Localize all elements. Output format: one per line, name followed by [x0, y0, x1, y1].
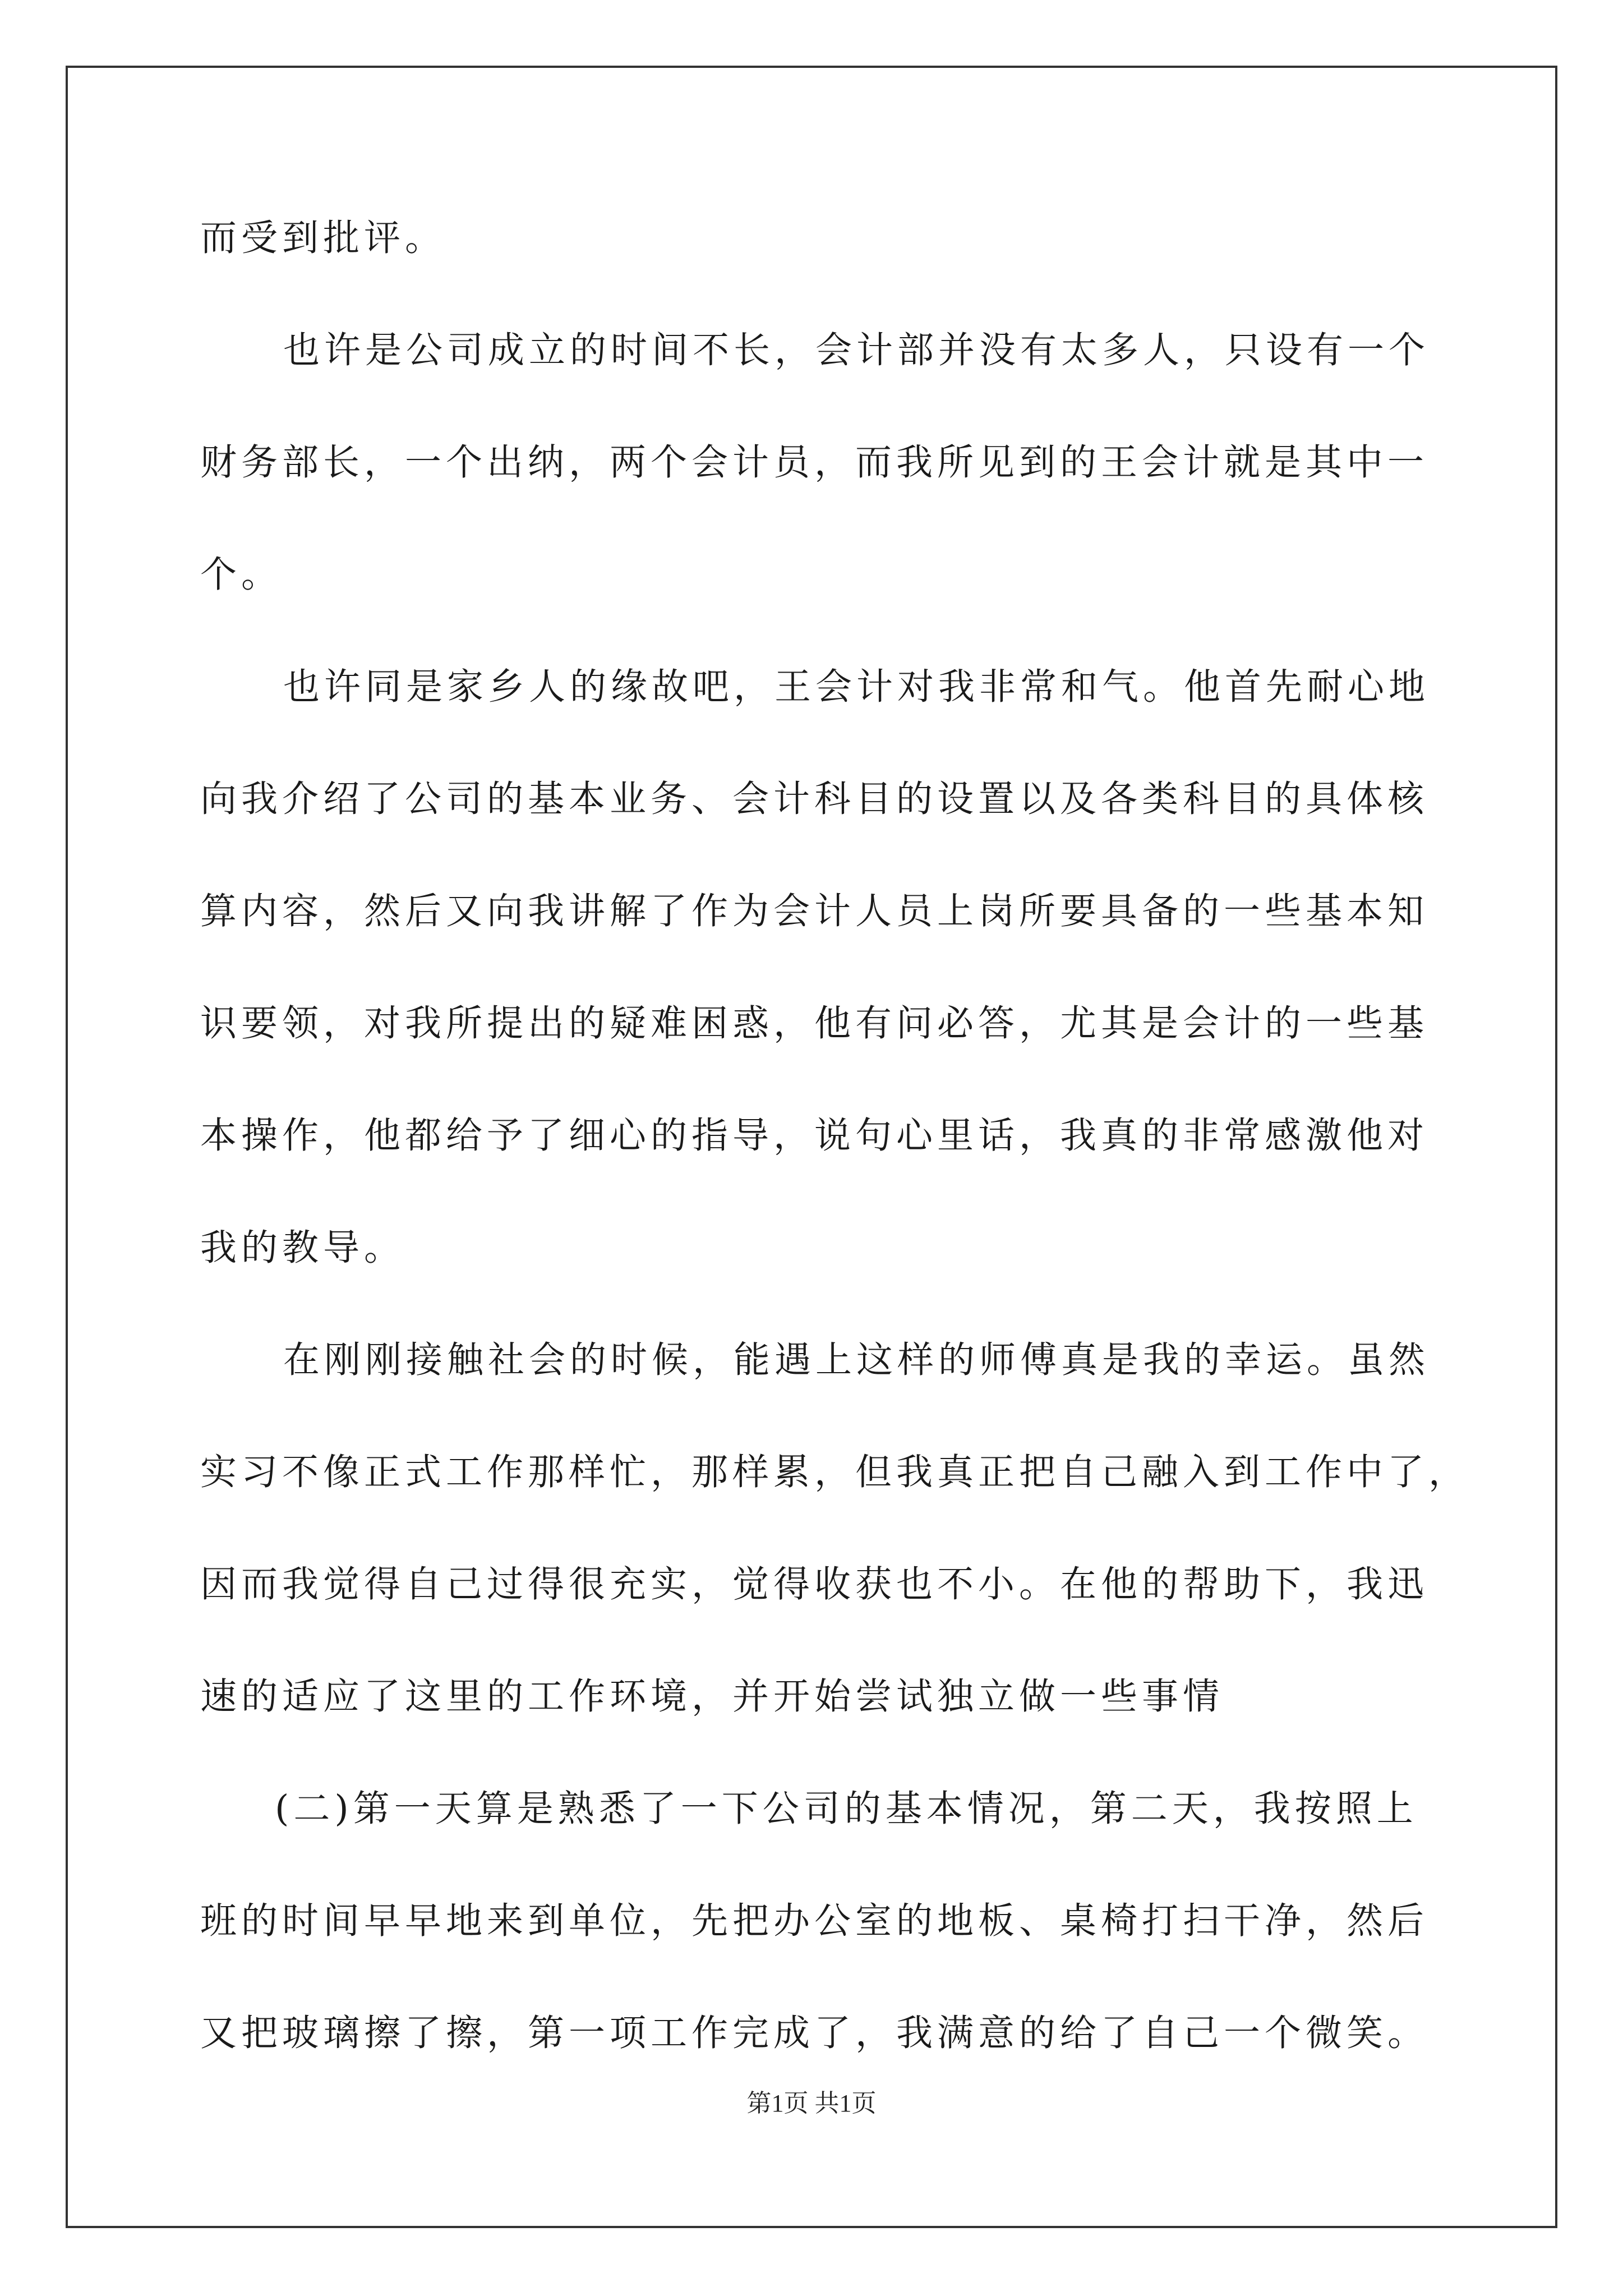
- text-line: 算内容，然后又向我讲解了作为会计人员上岗所要具备的一些基本知: [200, 890, 1429, 932]
- page-number-footer: 第1页 共1页: [746, 2090, 877, 2117]
- text-line: (二)第一天算是熟悉了一下公司的基本情况，第二天，我按照上: [275, 1788, 1418, 1830]
- text-line: 向我介绍了公司的基本业务、会计科目的设置以及各类科目的具体核: [200, 778, 1429, 820]
- text-line: 也许同是家乡人的缘故吧，王会计对我非常和气。他首先耐心地: [283, 666, 1430, 708]
- text-line: 而受到批评。: [200, 217, 446, 259]
- text-line: 财务部长，一个出纳，两个会计员，而我所见到的王会计就是其中一: [200, 441, 1429, 484]
- text-line: 个。: [200, 554, 283, 596]
- text-line: 实习不像正式工作那样忙，那样累，但我真正把自己融入到工作中了，: [200, 1451, 1470, 1493]
- text-line: 在刚刚接触社会的时候，能遇上这样的师傅真是我的幸运。虽然: [283, 1339, 1430, 1381]
- text-line: 又把玻璃擦了擦，第一项工作完成了，我满意的给了自己一个微笑。: [200, 2012, 1429, 2054]
- text-line: 因而我觉得自己过得很充实，觉得收获也不小。在他的帮助下，我迅: [200, 1563, 1429, 1605]
- text-line: 也许是公司成立的时间不长，会计部并没有太多人，只设有一个: [283, 329, 1430, 371]
- text-line: 我的教导。: [200, 1227, 405, 1269]
- text-line: 识要领，对我所提出的疑难困惑，他有问必答，尤其是会计的一些基: [200, 1002, 1429, 1045]
- text-line: 班的时间早早地来到单位，先把办公室的地板、桌椅打扫干净，然后: [200, 1900, 1429, 1942]
- text-line: 速的适应了这里的工作环境，并开始尝试独立做一些事情: [200, 1676, 1224, 1718]
- text-line: 本操作，他都给予了细心的指导，说句心里话，我真的非常感激他对: [200, 1115, 1429, 1157]
